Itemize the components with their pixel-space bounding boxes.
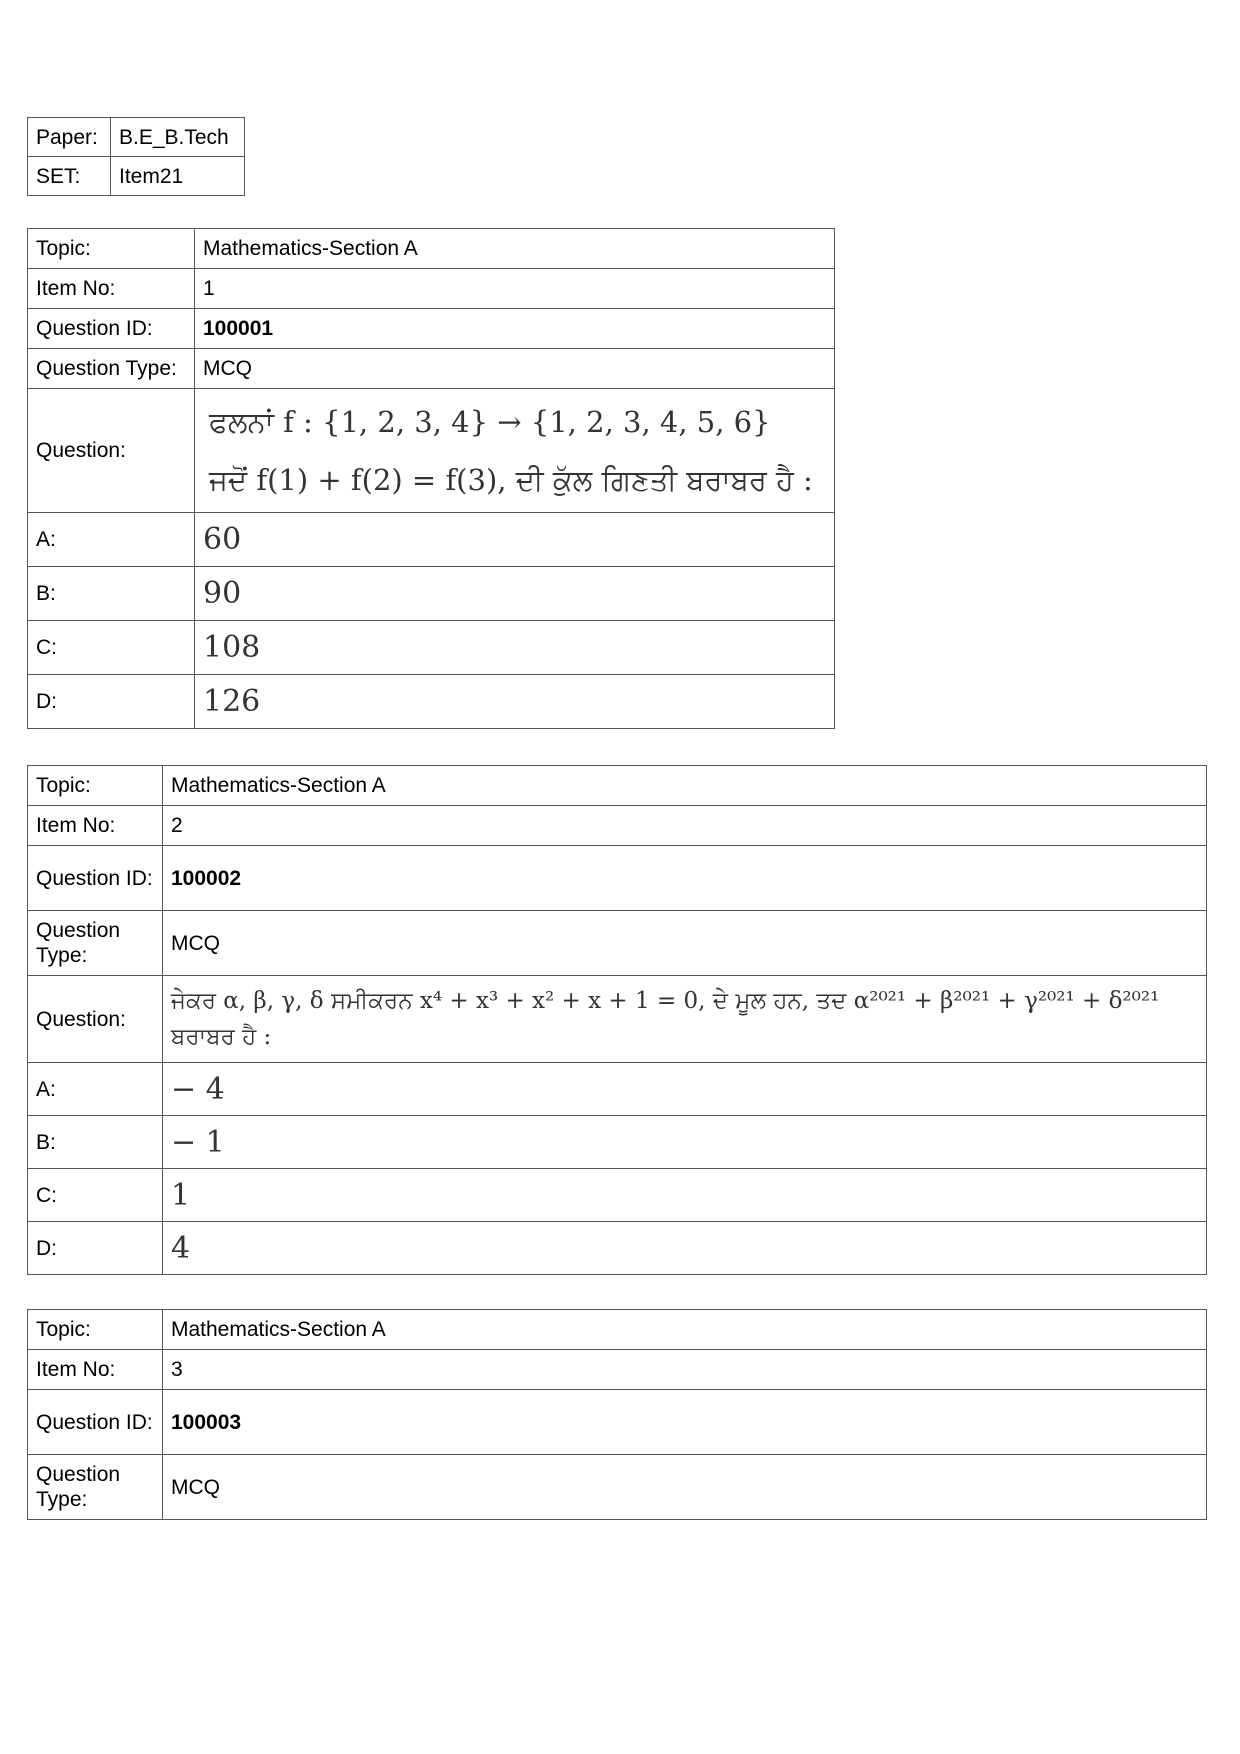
option-b-label: B: xyxy=(28,1116,163,1169)
paper-label: Paper: xyxy=(28,118,111,157)
question-type-value: MCQ xyxy=(195,349,835,389)
question-id-row xyxy=(28,309,835,349)
option-b-row xyxy=(28,1116,1207,1169)
question-type-label: Question Type: xyxy=(28,1455,163,1520)
item-no-row xyxy=(28,806,1207,846)
topic-row xyxy=(28,766,1207,806)
item-no-label: Item No: xyxy=(28,806,163,846)
question-line-2: ਜਦੋਂ f(1) + f(2) = f(3), ਦੀ ਕੁੱਲ ਗਿਣਤੀ ਬਰਾਬਰ ਹੈ : xyxy=(209,462,813,497)
question-type-row xyxy=(28,1455,1207,1520)
option-d-label: D: xyxy=(28,1222,163,1275)
question-id-label: Question ID: xyxy=(28,309,195,349)
question-type-row xyxy=(28,349,835,389)
question-line-1: ਫਲਨਾਂ f : {1, 2, 3, 4} → {1, 2, 3, 4, 5, 6} xyxy=(209,404,771,439)
paper-row xyxy=(28,118,245,157)
question-table-2 xyxy=(27,765,1207,1275)
set-row xyxy=(28,157,245,196)
option-c-label: C: xyxy=(28,1169,163,1222)
item-no-label: Item No: xyxy=(28,269,195,309)
topic-row xyxy=(28,1310,1207,1350)
option-b-label: B: xyxy=(28,567,195,621)
question-type-label: Question Type: xyxy=(28,911,163,976)
option-a-row xyxy=(28,513,835,567)
question-table-1 xyxy=(27,228,835,729)
question-id-label: Question ID: xyxy=(28,1390,163,1455)
item-no-row xyxy=(28,269,835,309)
item-no-label: Item No: xyxy=(28,1350,163,1390)
option-d-label: D: xyxy=(28,675,195,729)
item-no-value: 1 xyxy=(195,269,835,309)
topic-label: Topic: xyxy=(28,766,163,806)
question-table-3 xyxy=(27,1309,1207,1520)
option-c-value: 108 xyxy=(195,621,835,675)
option-b-row xyxy=(28,567,835,621)
topic-row xyxy=(28,229,835,269)
question-type-value: MCQ xyxy=(163,1455,1207,1520)
option-c-row xyxy=(28,621,835,675)
question-row xyxy=(28,976,1207,1063)
question-text: ਜੇਕਰ α, β, γ, δ ਸਮੀਕਰਨ x⁴ + x³ + x² + x + 1 = 0, ਦੇ ਮੂਲ ਹਨ, ਤਦ α²⁰²¹ + β²⁰²¹ + γ²⁰²¹ + δ²⁰²¹ ਬਰਾਬਰ ਹੈ : xyxy=(163,976,1207,1063)
option-b-value: − 1 xyxy=(163,1116,1207,1169)
topic-label: Topic: xyxy=(28,1310,163,1350)
paper-info-table xyxy=(27,117,245,196)
option-c-label: C: xyxy=(28,621,195,675)
question-row xyxy=(28,389,835,513)
set-value: Item21 xyxy=(111,157,245,196)
question-id-row xyxy=(28,1390,1207,1455)
question-label: Question: xyxy=(28,389,195,513)
question-text xyxy=(195,389,835,513)
topic-value: Mathematics-Section A xyxy=(163,766,1207,806)
question-type-row xyxy=(28,911,1207,976)
question-id-value: 100002 xyxy=(163,846,1207,911)
option-d-value: 4 xyxy=(163,1222,1207,1275)
question-type-value: MCQ xyxy=(163,911,1207,976)
option-a-value: 60 xyxy=(195,513,835,567)
question-label: Question: xyxy=(28,976,163,1063)
question-id-value: 100003 xyxy=(163,1390,1207,1455)
item-no-value: 3 xyxy=(163,1350,1207,1390)
option-a-label: A: xyxy=(28,1063,163,1116)
set-label: SET: xyxy=(28,157,111,196)
item-no-value: 2 xyxy=(163,806,1207,846)
option-c-row xyxy=(28,1169,1207,1222)
option-a-value: − 4 xyxy=(163,1063,1207,1116)
option-b-value: 90 xyxy=(195,567,835,621)
topic-label: Topic: xyxy=(28,229,195,269)
option-d-row xyxy=(28,675,835,729)
question-id-row xyxy=(28,846,1207,911)
option-d-value: 126 xyxy=(195,675,835,729)
option-c-value: 1 xyxy=(163,1169,1207,1222)
topic-value: Mathematics-Section A xyxy=(163,1310,1207,1350)
question-id-value: 100001 xyxy=(195,309,835,349)
question-id-label: Question ID: xyxy=(28,846,163,911)
question-type-label: Question Type: xyxy=(28,349,195,389)
option-a-row xyxy=(28,1063,1207,1116)
paper-value: B.E_B.Tech xyxy=(111,118,245,157)
option-a-label: A: xyxy=(28,513,195,567)
topic-value: Mathematics-Section A xyxy=(195,229,835,269)
item-no-row xyxy=(28,1350,1207,1390)
option-d-row xyxy=(28,1222,1207,1275)
